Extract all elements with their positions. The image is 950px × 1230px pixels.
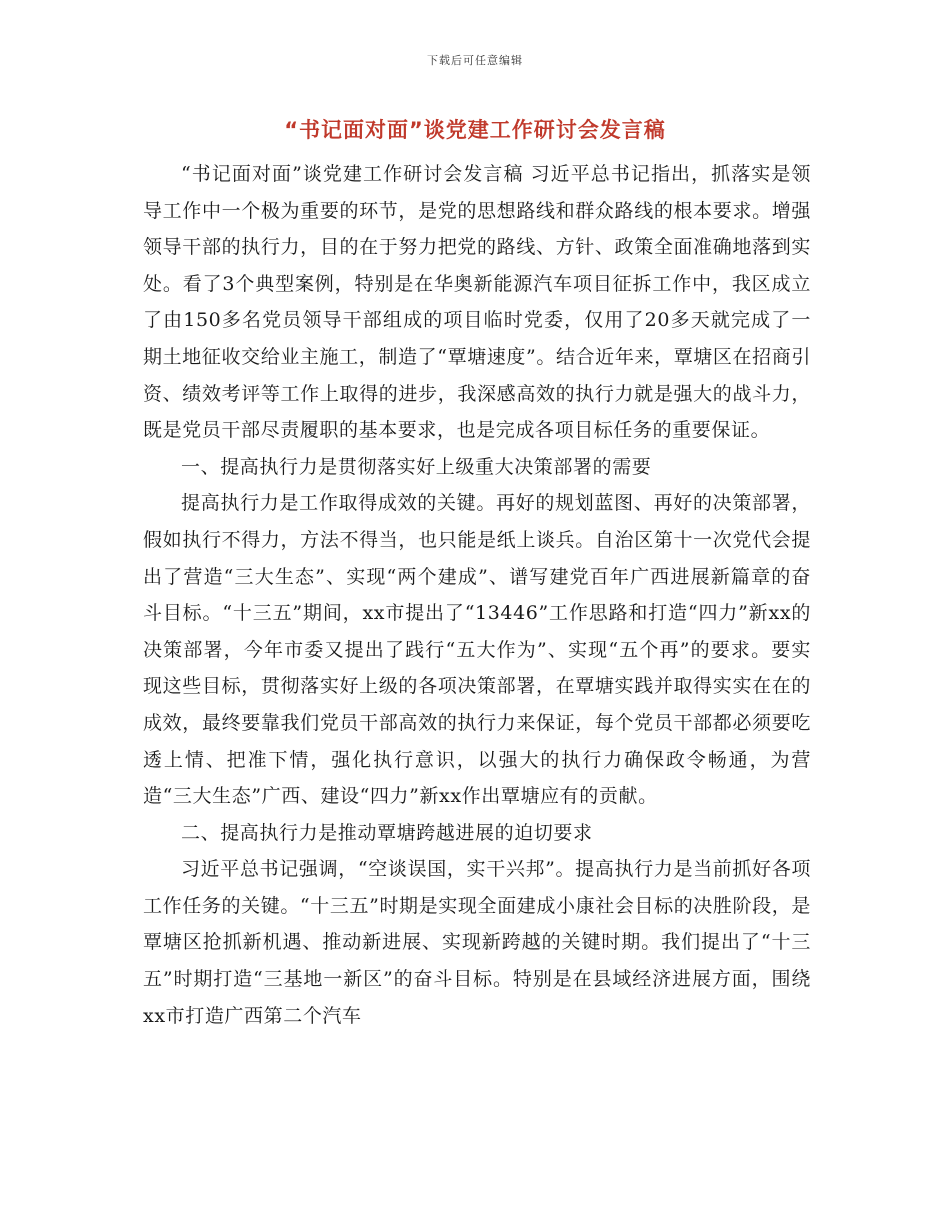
- section-heading-1: 一、提高执行力是贯彻落实好上级重大决策部署的需要: [181, 455, 652, 478]
- paragraph-intro: “书记面对面”谈党建工作研讨会发言稿 习近平总书记指出，抓落实是领导工作中一个极为重要的环节，是党的思想路线和群众路线的根本要求。增强领导干部的执行力，目的在于努力把党的路线、方针、政策全面准确地落到实处。看了3个典型案例，特别是在华奥新能源汽车项目征拆工作中，我区成立了由150多名党员领导干部组成的项目临时党委，仅用了20多天就完成了一期土地征收交给业主施工，制造了“覃塘速度”。结合近年来，覃塘区在招商引资、绩效考评等工作上取得的进步，我深感高效的执行力就是强大的战斗力，既是党员干部尽责履职的基本要求，也是完成各项目标任务的重要保证。: [143, 163, 811, 442]
- section-heading-2: 二、提高执行力是推动覃塘跨越进展的迫切要求: [181, 821, 593, 844]
- document-body: [143, 156, 811, 1034]
- paragraph-section-2: 习近平总书记强调，“空谈误国，实干兴邦”。提高执行力是当前抓好各项工作任务的关键。“十三五”时期是实现全面建成小康社会目标的决胜阶段，是覃塘区抢抓新机遇、推动新进展、实现新跨越的关键时期。我们提出了“十三五”时期打造“三基地一新区”的奋斗目标。特别是在县域经济进展方面，围绕xx市打造广西第二个汽车: [143, 858, 811, 1027]
- header-note: 下载后可任意编辑: [427, 54, 523, 67]
- document-title: “书记面对面”谈党建工作研讨会发言稿: [284, 118, 666, 142]
- paragraph-section-1: 提高执行力是工作取得成效的关键。再好的规划蓝图、再好的决策部署，假如执行不得力，方法不得当，也只能是纸上谈兵。自治区第十一次党代会提出了营造“三大生态”、实现“两个建成”、谱写建党百年广西进展新篇章的奋斗目标。“十三五”期间，xx市提出了“13446”工作思路和打造“四力”新xx的决策部署，今年市委又提出了践行“五大作为”、实现“五个再”的要求。要实现这些目标，贯彻落实好上级的各项决策部署，在覃塘实践并取得实实在在的成效，最终要靠我们党员干部高效的执行力来保证，每个党员干部都必须要吃透上情、把准下情，强化执行意识，以强大的执行力确保政令畅通，为营造“三大生态”广西、建设“四力”新xx作出覃塘应有的贡献。: [143, 492, 811, 808]
